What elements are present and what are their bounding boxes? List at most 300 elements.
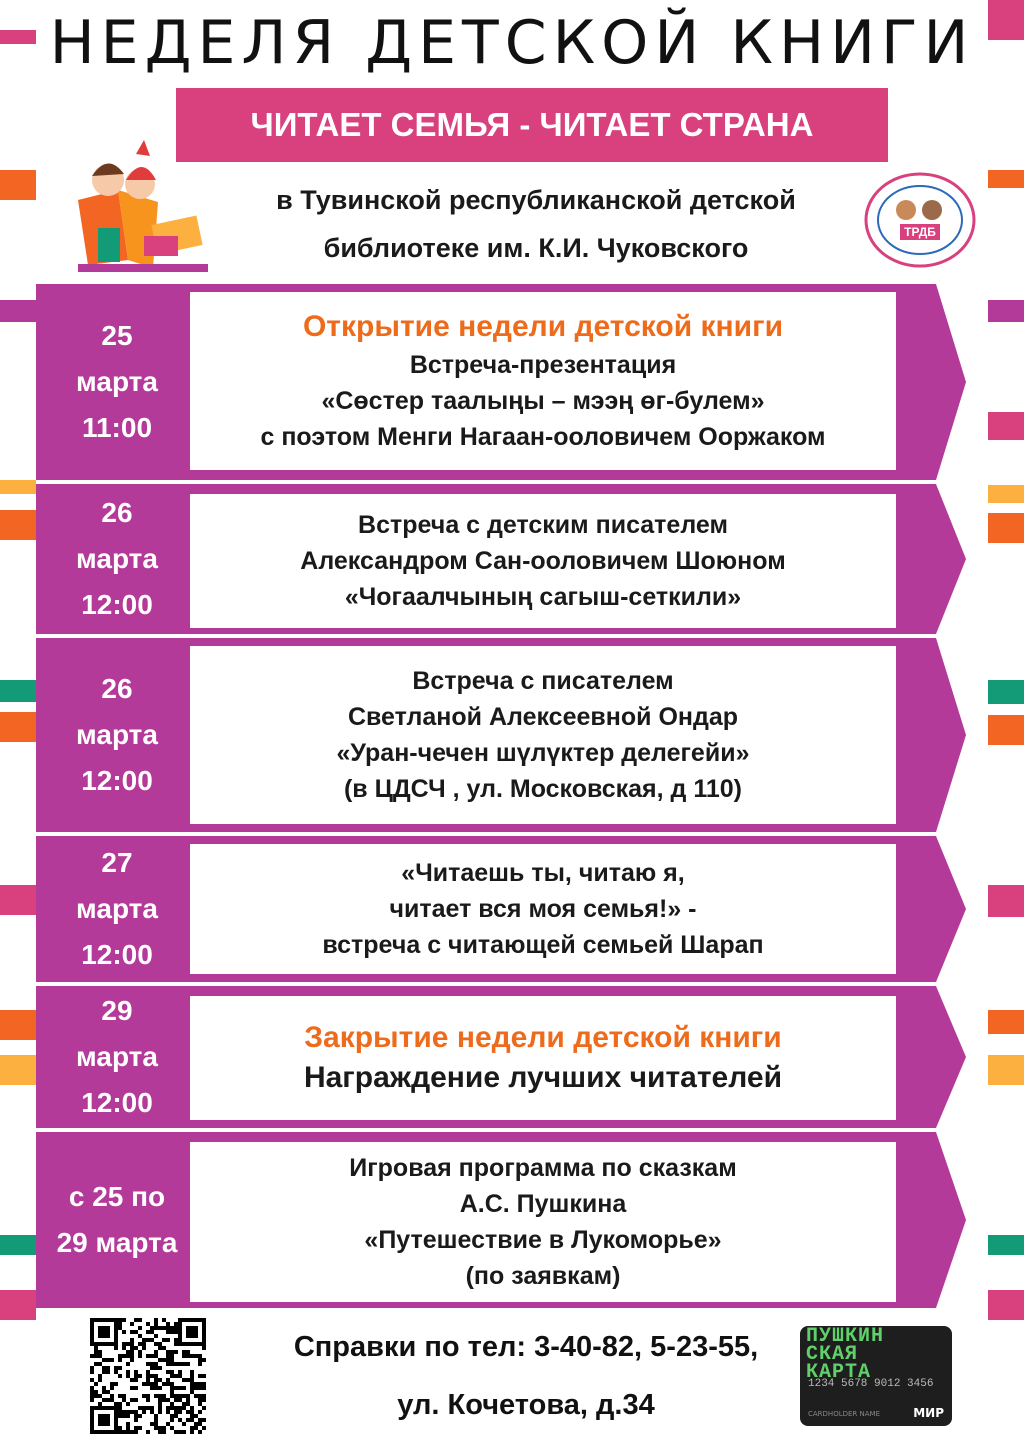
qr-module [198,1382,202,1386]
qr-module [142,1338,146,1342]
qr-module [198,1374,202,1378]
qr-module [154,1362,158,1366]
event-date-part: 12:00 [81,589,153,620]
qr-module [174,1374,178,1378]
qr-module [114,1382,118,1386]
qr-module [126,1354,130,1358]
qr-module [190,1414,194,1418]
qr-module [138,1354,142,1358]
qr-module [146,1374,150,1378]
qr-module [118,1430,122,1434]
event-description [190,292,896,470]
qr-module [198,1430,202,1434]
qr-module [190,1382,194,1386]
qr-module [186,1410,190,1414]
qr-module [102,1398,106,1402]
qr-module [118,1426,122,1430]
qr-module [134,1426,138,1430]
qr-module [158,1358,162,1362]
qr-module [194,1414,198,1418]
qr-module [106,1370,110,1374]
event-text-line: Встреча-презентация [409,351,677,379]
qr-module [98,1354,102,1358]
qr-module [98,1362,102,1366]
qr-module [158,1394,162,1398]
qr-module [170,1394,174,1398]
qr-module [150,1386,154,1390]
qr-module [154,1374,158,1378]
card-holder: CARDHOLDER NAME [808,1410,880,1418]
qr-module [162,1326,166,1330]
qr-module [90,1354,94,1358]
qr-module [186,1378,190,1382]
qr-module [158,1366,162,1370]
qr-module [118,1410,122,1414]
qr-module [130,1398,134,1402]
qr-module [102,1366,106,1370]
qr-module [190,1354,194,1358]
qr-module [146,1382,150,1386]
event-description [190,996,896,1120]
qr-module [198,1362,202,1366]
qr-module [198,1386,202,1390]
qr-module [150,1362,154,1366]
qr-module [190,1406,194,1410]
qr-module [90,1378,94,1382]
qr-module [110,1386,114,1390]
qr-module [114,1346,118,1350]
card-title-line-3: КАРТА [806,1361,872,1384]
qr-module [94,1390,98,1394]
qr-module [162,1426,166,1430]
qr-module [190,1418,194,1422]
event-date [42,986,192,1128]
qr-module [198,1354,202,1358]
qr-module [154,1386,158,1390]
qr-module [94,1354,98,1358]
qr-module [126,1422,130,1426]
qr-module [154,1394,158,1398]
qr-module [202,1418,206,1422]
qr-module [98,1350,102,1354]
qr-module [162,1394,166,1398]
qr-module [118,1358,122,1362]
qr-module [150,1326,154,1330]
qr-module [110,1398,114,1402]
right-decor-stripes [988,0,1024,1448]
qr-module [166,1406,170,1410]
qr-module [130,1322,134,1326]
qr-module [166,1326,170,1330]
event-date [42,284,192,480]
qr-module [122,1354,126,1358]
qr-module [158,1398,162,1402]
event-text-line: (по заявкам) [465,1262,621,1290]
qr-module [126,1410,130,1414]
qr-module [198,1394,202,1398]
qr-module [106,1390,110,1394]
event-text-line: Александром Сан-ооловичем Шоюном [300,547,786,575]
qr-module [118,1354,122,1358]
pushkin-card [800,1326,952,1426]
qr-module [178,1410,182,1414]
qr-module [170,1414,174,1418]
qr-module [202,1394,206,1398]
qr-module [162,1358,166,1362]
qr-module [126,1374,130,1378]
event-row [36,836,966,982]
event-date [42,1132,192,1308]
event-date-part: с 25 по [68,1181,166,1212]
qr-module [118,1318,122,1322]
qr-module [174,1386,178,1390]
qr-module [178,1430,182,1434]
event-date-part: 29 марта [56,1227,178,1258]
event-text-line: с поэтом Менги Нагаан-ооловичем Ооржаком [260,423,826,451]
qr-module [134,1414,138,1418]
qr-module [202,1406,206,1410]
qr-module [142,1342,146,1346]
qr-module [90,1370,94,1374]
qr-module [182,1430,186,1434]
event-text-line: Игровая программа по сказкам [349,1154,737,1182]
event-text-line: «Сөстер таалыңы – мээң өг-булем» [321,387,765,415]
qr-module [94,1362,98,1366]
qr-module [178,1362,182,1366]
qr-module [138,1350,142,1354]
qr-module [130,1378,134,1382]
qr-module [146,1406,150,1410]
qr-module [126,1350,130,1354]
qr-module [182,1378,186,1382]
qr-module [182,1350,186,1354]
qr-module [94,1346,98,1350]
qr-module [166,1322,170,1326]
qr-module [114,1366,118,1370]
qr-module [118,1406,122,1410]
event-text-line: «Уран-чечен шүлүктер делегейи» [336,739,750,767]
qr-module [126,1402,130,1406]
qr-module [130,1354,134,1358]
event-date-part: 12:00 [81,1087,153,1118]
qr-module [166,1410,170,1414]
qr-module [90,1394,94,1398]
venue-subtitle [206,176,866,272]
qr-module [118,1322,122,1326]
qr-module [138,1326,142,1330]
qr-module [154,1418,158,1422]
qr-module [186,1350,190,1354]
qr-module [154,1334,158,1338]
qr-module [170,1350,174,1354]
qr-module [202,1426,206,1430]
qr-module [190,1426,194,1430]
qr-module [162,1346,166,1350]
qr-module [102,1370,106,1374]
qr-module [202,1374,206,1378]
qr-module [150,1330,154,1334]
qr-module [178,1374,182,1378]
event-date-part: марта [76,543,158,574]
qr-module [170,1386,174,1390]
event-date-part: 29 [101,995,133,1026]
qr-module [174,1350,178,1354]
qr-module [122,1398,126,1402]
qr-module [146,1378,150,1382]
qr-module [190,1370,194,1374]
qr-module [126,1370,130,1374]
event-heading: Закрытие недели детской книги [304,1021,782,1054]
event-description [190,844,896,974]
qr-module [198,1398,202,1402]
qr-module [198,1422,202,1426]
qr-module [130,1410,134,1414]
qr-module [150,1410,154,1414]
qr-module [90,1366,94,1370]
qr-module [182,1354,186,1358]
poster-title: НЕДЕЛЯ ДЕТСКОЙ КНИГИ [49,8,975,78]
qr-module [194,1422,198,1426]
qr-module [174,1326,178,1330]
qr-module [158,1346,162,1350]
qr-module [138,1374,142,1378]
qr-module [154,1414,158,1418]
qr-module [174,1406,178,1410]
qr-module [110,1382,114,1386]
qr-module [126,1414,130,1418]
qr-finder [186,1326,198,1338]
event-date-part: 11:00 [81,412,153,443]
qr-module [122,1394,126,1398]
event-date-part: марта [76,893,158,924]
qr-module [118,1374,122,1378]
qr-module [134,1374,138,1378]
qr-module [182,1386,186,1390]
qr-module [142,1410,146,1414]
qr-module [162,1318,166,1322]
qr-module [186,1402,190,1406]
logo-text: ТРДБ [904,225,936,239]
qr-module [202,1382,206,1386]
qr-module [146,1338,150,1342]
contacts [226,1318,826,1434]
event-date-part: марта [76,1041,158,1072]
qr-module [134,1398,138,1402]
qr-module [178,1386,182,1390]
qr-module [170,1406,174,1410]
qr-module [162,1338,166,1342]
qr-module [146,1362,150,1366]
qr-module [166,1370,170,1374]
qr-module [158,1326,162,1330]
qr-module [174,1342,178,1346]
card-title-line-2: СКАЯ [806,1343,859,1366]
qr-module [194,1426,198,1430]
qr-module [146,1354,150,1358]
event-text-line: встреча с читающей семьей Шарап [322,931,764,959]
qr-module [146,1430,150,1434]
qr-module [186,1398,190,1402]
library-logo [862,170,978,270]
qr-module [154,1426,158,1430]
event-date-part: 12:00 [81,939,153,970]
qr-module [146,1370,150,1374]
qr-module [134,1370,138,1374]
qr-module [166,1350,170,1354]
qr-module [162,1398,166,1402]
qr-module [130,1350,134,1354]
qr-module [154,1366,158,1370]
qr-module [138,1406,142,1410]
qr-module [98,1394,102,1398]
qr-module [122,1430,126,1434]
event-description [190,646,896,824]
qr-module [186,1354,190,1358]
qr-module [98,1374,102,1378]
qr-module [154,1342,158,1346]
qr-module [134,1378,138,1382]
qr-module [122,1330,126,1334]
qr-module [154,1382,158,1386]
qr-module [154,1318,158,1322]
qr-module [138,1426,142,1430]
event-date-part: марта [76,719,158,750]
qr-module [106,1398,110,1402]
qr-module [118,1394,122,1398]
event-row [36,1132,966,1308]
qr-module [134,1346,138,1350]
qr-module [114,1370,118,1374]
qr-module [182,1406,186,1410]
qr-module [162,1382,166,1386]
event-date-part: 26 [101,673,133,704]
qr-module [134,1418,138,1422]
qr-finder [98,1414,110,1426]
event-text-line: (в ЦДСЧ , ул. Московская, д 110) [343,775,743,803]
qr-module [170,1362,174,1366]
qr-module [126,1342,130,1346]
qr-module [150,1382,154,1386]
qr-module [202,1398,206,1402]
qr-module [90,1386,94,1390]
qr-module [118,1366,122,1370]
event-date [42,484,192,634]
qr-module [170,1330,174,1334]
qr-module [158,1430,162,1434]
qr-module [158,1426,162,1430]
qr-module [94,1382,98,1386]
qr-module [190,1430,194,1434]
qr-module [94,1350,98,1354]
event-date-part: 26 [101,497,133,528]
qr-module [198,1402,202,1406]
event-text-line: читает вся моя семья!» - [389,895,697,923]
qr-module [174,1322,178,1326]
qr-module [142,1406,146,1410]
qr-module [166,1338,170,1342]
qr-module [194,1354,198,1358]
qr-module [130,1330,134,1334]
qr-module [138,1334,142,1338]
qr-module [186,1362,190,1366]
qr-code [90,1318,206,1434]
qr-module [162,1430,166,1434]
qr-module [126,1362,130,1366]
qr-module [138,1414,142,1418]
qr-module [158,1342,162,1346]
qr-module [170,1370,174,1374]
qr-finder [98,1326,110,1338]
event-text-line: «Путешествие в Лукоморье» [364,1226,722,1254]
qr-module [190,1386,194,1390]
qr-module [174,1414,178,1418]
qr-module [202,1346,206,1350]
qr-module [102,1358,106,1362]
qr-module [130,1338,134,1342]
qr-module [194,1382,198,1386]
qr-module [170,1426,174,1430]
event-date-part: 27 [101,847,133,878]
qr-module [146,1322,150,1326]
qr-module [158,1386,162,1390]
qr-module [94,1394,98,1398]
event-text-line: «Чогаалчының сагыш-сеткили» [344,583,742,611]
qr-module [158,1406,162,1410]
qr-module [166,1382,170,1386]
kids-reading-illustration [58,140,218,280]
event-date-part: марта [76,366,158,397]
qr-module [198,1410,202,1414]
qr-module [166,1330,170,1334]
qr-module [154,1322,158,1326]
qr-module [118,1402,122,1406]
qr-module [190,1374,194,1378]
qr-module [114,1402,118,1406]
qr-module [150,1366,154,1370]
qr-module [174,1362,178,1366]
event-row [36,638,966,832]
event-text-line: А.С. Пушкина [459,1190,627,1218]
qr-module [194,1394,198,1398]
qr-module [150,1354,154,1358]
qr-module [190,1390,194,1394]
qr-module [174,1398,178,1402]
qr-module [178,1370,182,1374]
qr-module [170,1418,174,1422]
qr-module [166,1362,170,1366]
qr-module [150,1374,154,1378]
event-text-line: «Читаешь ты, читаю я, [401,859,685,887]
event-date-part: 25 [101,320,133,351]
qr-module [178,1394,182,1398]
qr-module [122,1318,126,1322]
left-decor-stripes [0,0,36,1448]
qr-module [182,1394,186,1398]
qr-module [134,1318,138,1322]
card-title-line-1: ПУШКИН [806,1326,885,1348]
qr-module [102,1386,106,1390]
qr-module [98,1402,102,1406]
qr-module [146,1394,150,1398]
slogan-banner: ЧИТАЕТ СЕМЬЯ - ЧИТАЕТ СТРАНА [176,88,888,162]
qr-module [130,1386,134,1390]
qr-module [150,1406,154,1410]
qr-module [154,1422,158,1426]
qr-module [142,1346,146,1350]
qr-module [130,1346,134,1350]
qr-module [170,1402,174,1406]
qr-module [134,1410,138,1414]
